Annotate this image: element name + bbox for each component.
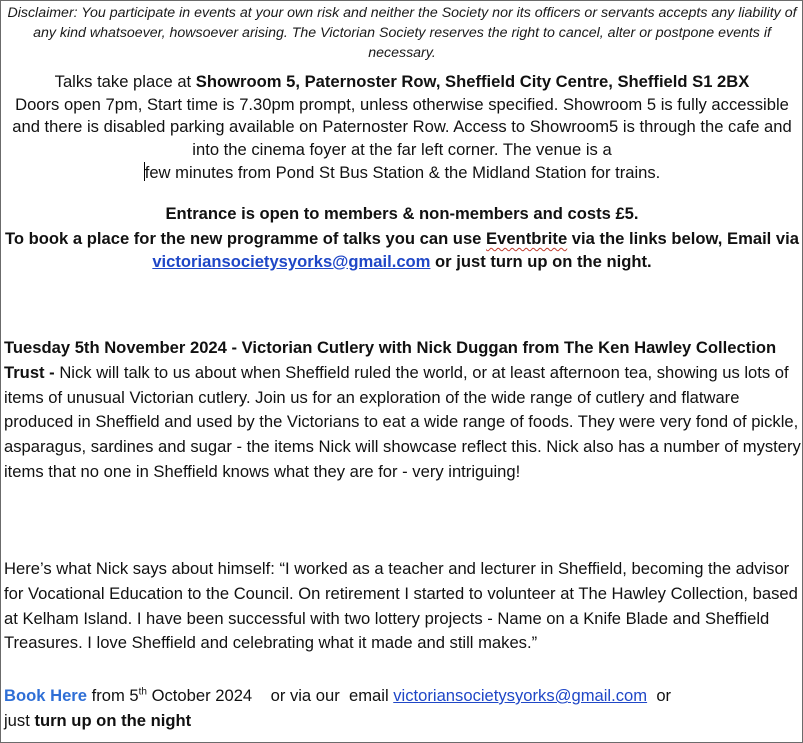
disclaimer-text: Disclaimer: You participate in events at your own risk and neither the Society nor its officers or servants accepts any liability of any kind whatsoever, howsoever arising. The Victorian Society reserves the right to cancel, alter or postpone events if necessary.	[7, 5, 797, 61]
book-or: or	[647, 686, 672, 705]
book-date-rest: October 2024 or via our email	[146, 686, 394, 705]
about-paragraph: Here’s what Nick says about himself: “I worked as a teacher and lecturer in Sheffield, becoming the advisor for Vocational Education to the Council. On retirement I started to volunteer at The Hawley Collection, based at Kelham Island. I have been successful with two lottery projects - Name on a Knife Blade and Sheffield Treasures. I love Sheffield and celebrating what it made and still makes.”	[4, 559, 798, 653]
book-here-link[interactable]: Book Here	[4, 686, 87, 705]
venue-location: Showroom 5, Paternoster Row, Sheffield City Centre, Sheffield S1 2BX	[195, 72, 750, 91]
booking-text-3: or just turn up on the night.	[430, 251, 652, 271]
book-turn-up: turn up on the night	[34, 710, 192, 730]
book-from: from 5	[87, 686, 139, 705]
booking-text-1: To book a place for the new programme of talks you can use	[5, 229, 487, 248]
talk-heading: Tuesday 5th November 2024 - Victorian Cutlery with Nick Duggan from The Ken Hawley Collection Trust -	[4, 338, 777, 382]
venue-paragraph	[5, 71, 799, 185]
venue-details: Doors open 7pm, Start time is 7.30pm prompt, unless otherwise specified. Showroom 5 is fully accessible and there is disabled parking available on Paternoster Row. Access to Showroom5 is through the cafe and into the cinema foyer at the far left corner. The venue is a	[12, 94, 792, 160]
booking-email-link[interactable]: victoriansocietysyorks@gmail.com	[152, 251, 431, 271]
book-email-link[interactable]: victoriansocietysyorks@gmail.com	[393, 686, 648, 705]
date-ordinal: th	[138, 686, 147, 698]
venue-intro: Talks take place at	[54, 72, 196, 91]
talk-body: Nick will talk to us about when Sheffield ruled the world, or at least afternoon tea, showing us lots of items of unusual Victorian cutlery. Join us for an exploration of the wide range of cutlery and flatware produced in Sheffield and used by the Victorians to eat a wide range of foods. They were very fond of pickle, asparagus, sardines and sugar - the items Nick will showcase reflect this. Nick also has a number of mystery items that no one in Sheffield knows what they are for - very intriguing!	[4, 362, 801, 481]
booking-info	[5, 228, 799, 273]
book-line	[4, 684, 802, 733]
talk-paragraph	[4, 336, 802, 485]
book-just: just	[4, 710, 35, 730]
venue-transport: few minutes from Pond St Bus Station & the Midland Station for trains.	[144, 162, 661, 182]
entrance-info: Entrance is open to members & non-members and costs £5.	[165, 204, 639, 223]
booking-text-2: via the links below, Email via	[567, 229, 799, 248]
eventbrite-word: Eventbrite	[486, 229, 568, 248]
